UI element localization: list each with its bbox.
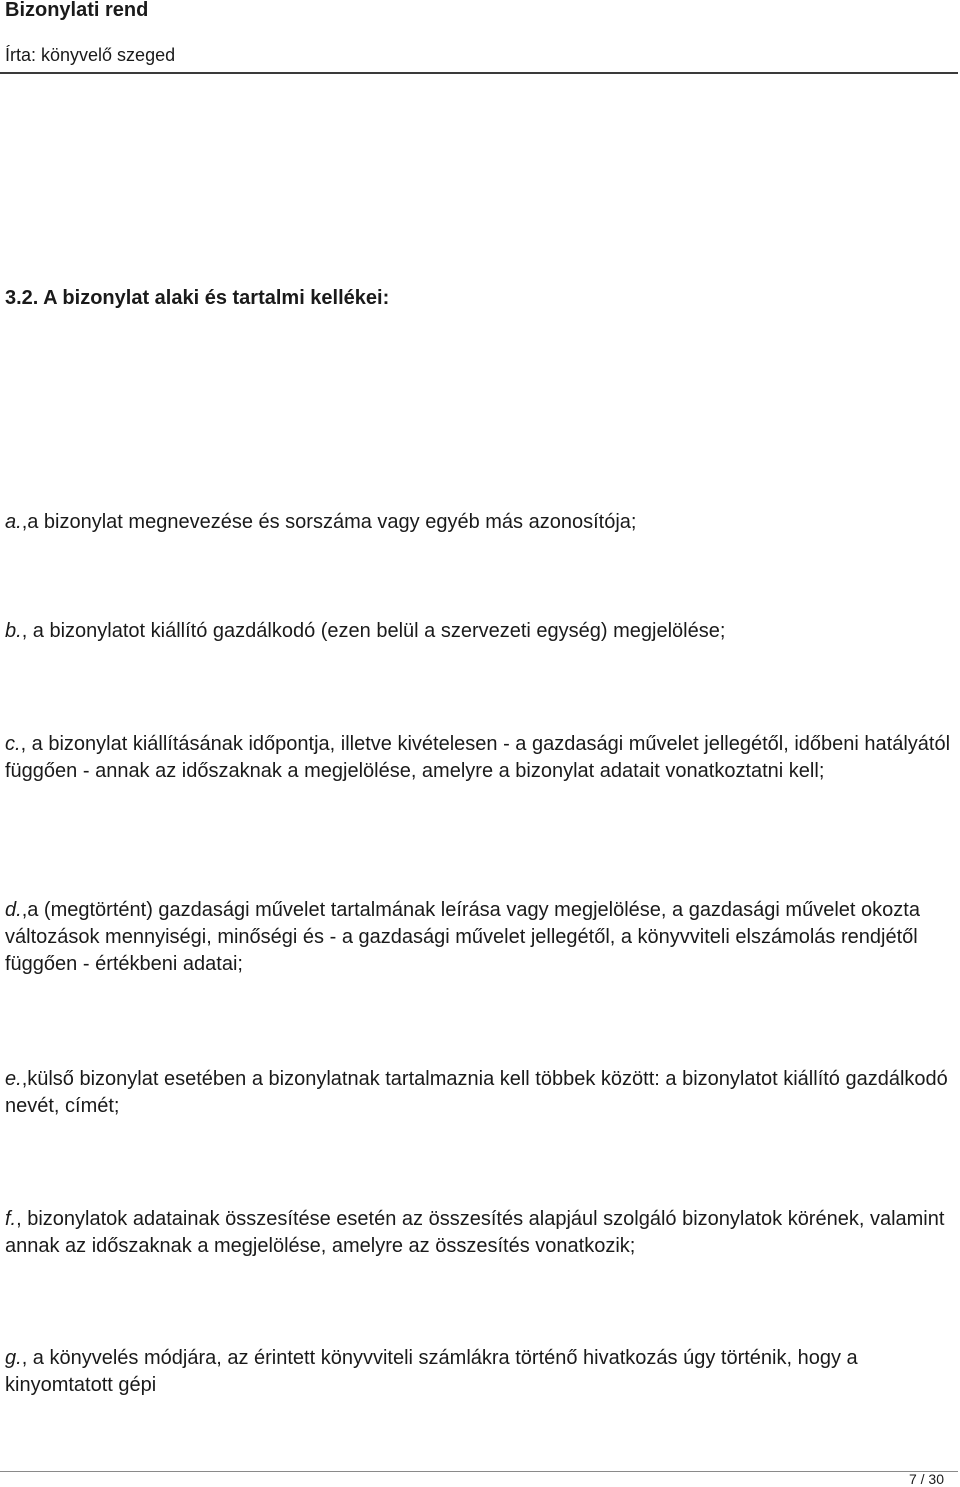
- document-title: Bizonylati rend: [5, 0, 149, 21]
- list-item-b: [5, 618, 950, 645]
- list-item-text: ,külső bizonylat esetében a bizonylatnak tartalmaznia kell többek között: a bizonylatot kiállító gazdálkodó nevét, címét;: [5, 1068, 948, 1117]
- list-item-a: [5, 509, 950, 536]
- list-item-e: [5, 1066, 950, 1120]
- section-heading: 3.2. A bizonylat alaki és tartalmi kellékei:: [5, 287, 390, 309]
- list-item-text: , a könyvelés módjára, az érintett könyvviteli számlákra történő hivatkozás úgy történik, hogy a kinyomtatott gépi: [5, 1347, 858, 1396]
- list-item-text: , a bizonylatot kiállító gazdálkodó (ezen belül a szervezeti egység) megjelölése;: [21, 620, 726, 642]
- page-number: 7 / 30: [908, 1471, 944, 1487]
- list-item-text: ,a bizonylat megnevezése és sorszáma vagy egyéb más azonosítója;: [21, 511, 637, 533]
- list-item-d: [5, 897, 950, 978]
- list-item-text: ,a (megtörtént) gazdasági művelet tartalmának leírása vagy megjelölése, a gazdasági művelet okozta változások mennyiségi, minőségi és - a gazdasági művelet jellegétől, a könyvviteli elszámolás rendjétől függően - értékbeni adatai;: [5, 899, 920, 975]
- list-item-marker: g.: [5, 1347, 22, 1369]
- list-item-marker: b.: [5, 620, 22, 642]
- list-item-marker: d.: [5, 899, 22, 921]
- list-item-marker: a.: [5, 511, 22, 533]
- list-item-f: [5, 1206, 950, 1260]
- list-item-marker: c.: [5, 733, 21, 755]
- list-item-text: , bizonylatok adatainak összesítése esetén az összesítés alapjául szolgáló bizonylatok körének, valamint annak az időszaknak a megjelölése, amelyre az összesítés vonatkozik;: [5, 1208, 945, 1257]
- list-item-marker: f.: [5, 1208, 17, 1230]
- list-item-g: [5, 1345, 950, 1399]
- list-item-marker: e.: [5, 1068, 22, 1090]
- header-divider: [0, 72, 958, 74]
- list-item-c: [5, 731, 950, 785]
- list-item-text: , a bizonylat kiállításának időpontja, illetve kivételesen - a gazdasági művelet jellegétől, időbeni hatályától függően - annak az időszaknak a megjelölése, amelyre a bizonylat adatait vonatkoztatni kell;: [5, 733, 951, 782]
- document-author: Írta: könyvelő szeged: [5, 45, 176, 65]
- footer-divider: [0, 1471, 958, 1472]
